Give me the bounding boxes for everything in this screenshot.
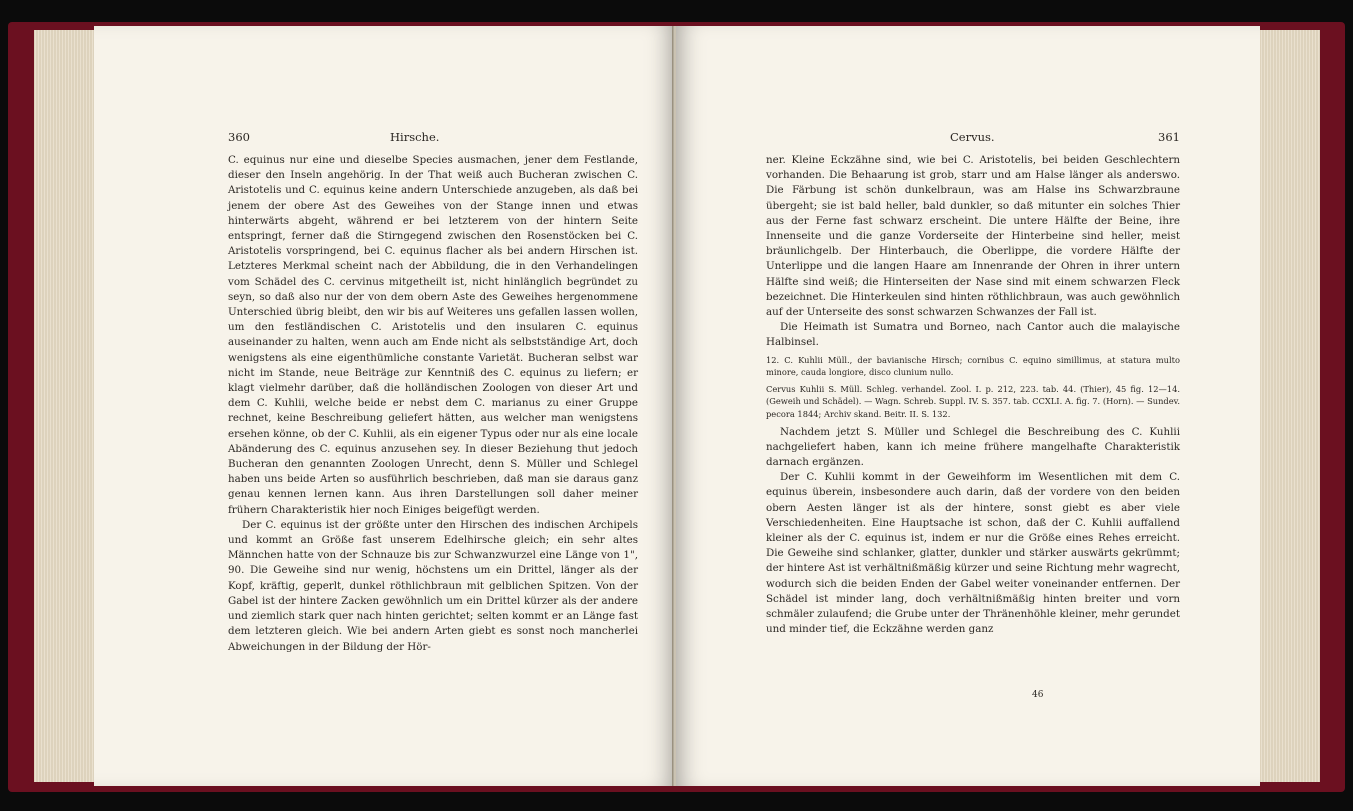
left-text-block bbox=[228, 153, 638, 655]
right-text-block bbox=[766, 153, 1180, 637]
running-title: Cervus. bbox=[950, 130, 995, 144]
species-reference: 12. C. Kuhlii Müll., der bavianische Hirsch; cornibus C. equino simillimus, at statura multo minore, cauda longiore, disco clunium nullo. bbox=[766, 354, 1180, 378]
page-number: 360 bbox=[228, 130, 250, 144]
paragraph: Der C. equinus ist der größte unter den Hirschen des indischen Archipels und kommt an Größe fast unserem Edelhirsche gleich; ein sehr altes Männchen hatte von der Schnauze bis zur Schwanzwurzel eine Länge von 1", 90. Die Geweihe sind nur wenig, höchstens um ein Drittel, länger als der Kopf, kräftig, geperlt, dunkel röthlichbraun mit gelblichen Spitzen. Von der Gabel ist der hintere Zacken gewöhnlich um ein Drittel kürzer als der andere und ziemlich stark quer nach hinten gerichtet; selten kommt er an Länge fast dem letzteren gleich. Wie bei andern Arten giebt es sonst noch mancherlei Abweichungen in der Bildung der Hör- bbox=[228, 518, 638, 653]
page-edges-left bbox=[34, 30, 94, 782]
paragraph: Die Heimath ist Sumatra und Borneo, nach Cantor auch die malayische Halbinsel. bbox=[766, 321, 1180, 349]
signature-mark: 46 bbox=[1032, 690, 1044, 700]
left-page bbox=[94, 26, 674, 786]
paragraph: C. equinus nur eine und dieselbe Species ausmachen, jener dem Festlande, dieser den Inseln angehörig. In der That weiß auch Bucheran zwischen C. Aristotelis und C. equinus keine andern Unterschiede anzugeben, als daß bei jenem der obere Ast des Geweihes von der Stange innen und etwas hinterwärts abgeht, während er bei letzterem von der hintern Seite entspringt, ferner daß die Stirngegend zwischen den Rosenstöcken bei C. Aristotelis vorspringend, bei C. equinus flacher als bei andern Hirschen ist. Letzteres Merkmal scheint nach der Abbildung, die in den Verhandelingen vom Schädel des C. cervinus mitgetheilt ist, nicht hinlänglich begründet zu seyn, so daß also nur der von dem obern Aste des Geweihes hergenommene Unterschied übrig bleibt, den wir bis auf Weiteres uns gefallen lassen wollen, um den festländischen C. Aristotelis und den insularen C. equinus auseinander zu halten, wenn auch am Ende nicht als selbstständige Art, doch wenigstens als eine eigenthümliche constante Varietät. Bucheran selbst war nicht im Stande, neue Beiträge zur Kenntniß des C. equinus zu liefern; er klagt vielmehr darüber, daß die holländischen Zoologen von dieser Art und dem C. Kuhlii, welche beide er nebst dem C. marianus zu einer Gruppe rechnet, keine Beschreibung geliefert hätten, aus welcher man wenigstens ersehen könne, ob der C. Kuhlii, als ein eigener Typus oder nur als eine locale Abänderung des C. equinus anzusehen sey. In dieser Beziehung thut jedoch Bucheran den genannten Zoologen Unrecht, denn S. Müller und Schlegel haben uns beide Arten so ausführlich beschrieben, daß man sie daraus ganz genau kennen lernen kann. Aus ihren Darstellungen soll daher meiner frühern Charakteristik hier noch Einiges beigefügt werden. bbox=[228, 154, 638, 516]
paragraph: Nachdem jetzt S. Müller und Schlegel die Beschreibung des C. Kuhlii nachgeliefert haben, kann ich meine frühere mangelhafte Charakteristik darnach ergänzen. bbox=[766, 425, 1180, 469]
right-page bbox=[676, 26, 1260, 786]
paragraph: ner. Kleine Eckzähne sind, wie bei C. Aristotelis, bei beiden Geschlechtern vorhanden. Die Behaarung ist grob, starr und am Halse länger als anderswo. Die Färbung ist schön dunkelbraun, was am Halse ins Schwarzbraune übergeht; sie ist bald heller, bald dunkler, so daß mitunter ein solches Thier aus der Ferne fast schwarz erscheint. Die untere Hälfte der Beine, ihre Innenseite und die ganze Vorderseite der Hinterbeine sind heller, meist bräunlichgelb. Der Hinterbauch, die Oberlippe, die vordere Hälfte der Unterlippe und die langen Haare am Innenrande der Ohren in ihrer untern Hälfte sind weiß; die Hinterseiten der Nase sind mit einem schwarzen Fleck bezeichnet. Die Hinterkeulen sind hinten röthlichbraun, was auch gewöhnlich auf der Unterseite des sonst schwarzen Schwanzes der Fall ist. bbox=[766, 154, 1180, 319]
paragraph: Der C. Kuhlii kommt in der Geweihform im Wesentlichen mit dem C. equinus überein, insbesondere auch darin, daß der vordere von den beiden obern Aesten länger ist als der hintere, sonst giebt es aber viele Verschiedenheiten. Eine Hauptsache ist schon, daß der C. Kuhlii auffallend kleiner als der C. equinus ist, indem er nur die Größe eines Rehes erreicht. Die Geweihe sind schlanker, glatter, dunkler und stärker auswärts gekrümmt; der hintere Ast ist verhältnißmäßig kürzer und seine Richtung mehr wagrecht, wodurch sich die beiden Enden der Gabel weiter voneinander entfernen. Der Schädel ist minder lang, doch verhältnißmäßig hinten breiter und vorn schmäler zulaufend; die Grube unter der Thränenhöhle kleiner, mehr gerundet und minder tief, die Eckzähne werden ganz bbox=[766, 471, 1180, 636]
page-number: 361 bbox=[1158, 130, 1180, 144]
literature-reference: Cervus Kuhlii S. Müll. Schleg. verhandel. Zool. I. p. 212, 223. tab. 44. (Thier), 45 fig. 12—14. (Geweih und Schädel). — Wagn. Schreb. Suppl. IV. S. 357. tab. CCXLI. A. fig. 7. (Horn). — Sundev. pecora 1844; Archiv skand. Beitr. II. S. 132. bbox=[766, 383, 1180, 420]
page-edges-right bbox=[1260, 30, 1320, 782]
running-title: Hirsche. bbox=[390, 130, 440, 144]
